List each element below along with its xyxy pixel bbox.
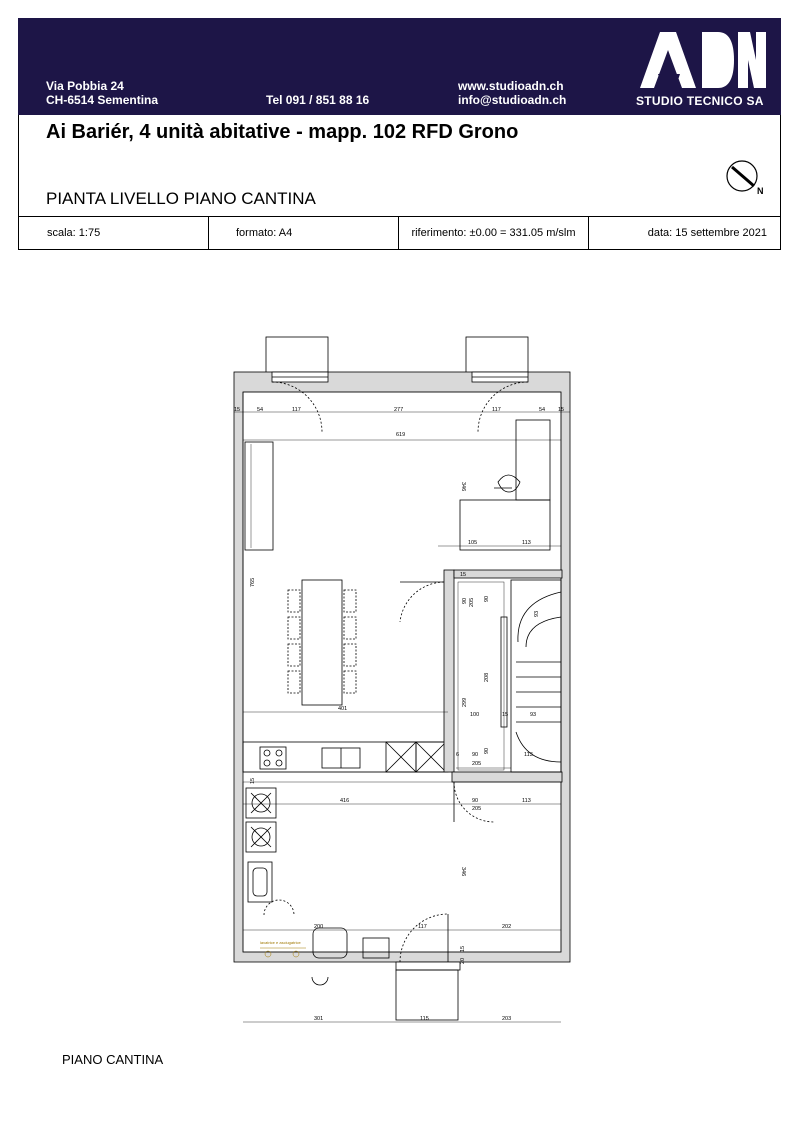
dim-overall: 619 xyxy=(396,432,406,438)
dim-stair-8: 93 xyxy=(530,712,537,718)
dim-stair-0: 15 xyxy=(460,572,467,578)
light-well xyxy=(312,977,328,985)
studio-website: www.studioadn.ch xyxy=(458,79,564,93)
dim-cellar-0: 416 xyxy=(340,798,350,804)
dim-top-3: 277 xyxy=(394,407,404,413)
north-label: N xyxy=(757,186,764,196)
studio-address xyxy=(46,79,158,107)
dim-top-1: 54 xyxy=(257,407,264,413)
dim-left-vertical: 765 xyxy=(250,577,256,587)
scale-cell: scala: 1:75 xyxy=(19,217,209,249)
drawing-info-row xyxy=(18,217,781,250)
dim-stair-10: 113 xyxy=(524,752,533,758)
dim-stair-13: 90 xyxy=(484,747,490,754)
plan-title: PIANTA LIVELLO PIANO CANTINA xyxy=(46,189,316,208)
dim-small-1: 15 xyxy=(460,945,466,952)
dim-top-2: 117 xyxy=(292,407,301,413)
studio-contacts xyxy=(458,79,566,107)
dim-small-2: 20 xyxy=(460,957,466,964)
appliance-annotation: lavatrice e asciugatrice xyxy=(260,940,301,945)
dim-bottom-0: 301 xyxy=(314,1016,324,1022)
plan-caption: PIANO CANTINA xyxy=(62,1052,164,1067)
dim-bottom-2: 203 xyxy=(502,1016,512,1022)
dim-island-b: 113 xyxy=(522,540,531,546)
dim-stair-7: 15 xyxy=(502,712,509,718)
studio-email: info@studioadn.ch xyxy=(458,93,567,107)
company-name: STUDIO TECNICO SA xyxy=(636,94,764,108)
project-title: Ai Bariér, 4 unità abitative - mapp. 102 RFD Grono xyxy=(46,121,519,143)
address-line-1: Via Pobbia 24 xyxy=(46,79,124,93)
core-wall-top xyxy=(454,570,562,578)
dim-stair-5: 299 xyxy=(462,697,468,707)
reference-cell: riferimento: ±0.00 = 331.05 m/slm xyxy=(399,217,589,249)
dim-cellar-bottom-2: 202 xyxy=(502,924,512,930)
address-line-2: CH-6514 Sementina xyxy=(46,93,159,107)
core-wall-bottom xyxy=(452,772,562,782)
north-arrow-icon xyxy=(724,158,766,196)
dim-stair-6: 100 xyxy=(470,712,480,718)
dim-top-6: 15 xyxy=(558,407,565,413)
dim-cellar-1: 90 xyxy=(472,798,479,804)
dim-stair-2: 205 xyxy=(469,597,475,607)
dim-right-vertical: 346 xyxy=(460,482,466,492)
dim-top-5: 54 xyxy=(539,407,546,413)
dim-stair-1: 90 xyxy=(462,597,468,604)
dim-top-4: 117 xyxy=(492,407,501,413)
dim-stair-3: 90 xyxy=(484,595,490,602)
format-cell: formato: A4 xyxy=(209,217,399,249)
dim-cellar-bottom-1: 117 xyxy=(418,924,427,930)
dim-stair-11: 6 xyxy=(456,752,460,758)
project-title-box xyxy=(18,115,781,217)
dim-cellar-3: 113 xyxy=(522,798,531,804)
dim-dining: 401 xyxy=(338,706,348,712)
dim-cellar-bottom-0: 200 xyxy=(314,924,324,930)
title-block-header xyxy=(18,18,781,115)
date-cell: data: 15 settembre 2021 xyxy=(647,227,767,239)
dim-stair-12: 90 xyxy=(472,752,479,758)
dim-cellar-2: 205 xyxy=(472,806,482,812)
studio-phone: Tel 091 / 851 88 16 xyxy=(266,93,370,107)
dim-bottom-1: 115 xyxy=(420,1016,429,1022)
dim-top-0: 15 xyxy=(234,407,241,413)
core-wall-left xyxy=(444,570,454,772)
dim-stair-4: 93 xyxy=(534,610,540,617)
adn-logo xyxy=(638,30,768,90)
dim-island-a: 105 xyxy=(468,540,478,546)
floor-plan xyxy=(226,332,586,1032)
dim-cellar-vertical: 346 xyxy=(460,867,466,877)
dim-small-0: 15 xyxy=(250,777,256,784)
dim-stair-14: 205 xyxy=(472,761,482,767)
dim-stair-9: 208 xyxy=(484,672,490,682)
window-bottom xyxy=(396,970,458,1020)
